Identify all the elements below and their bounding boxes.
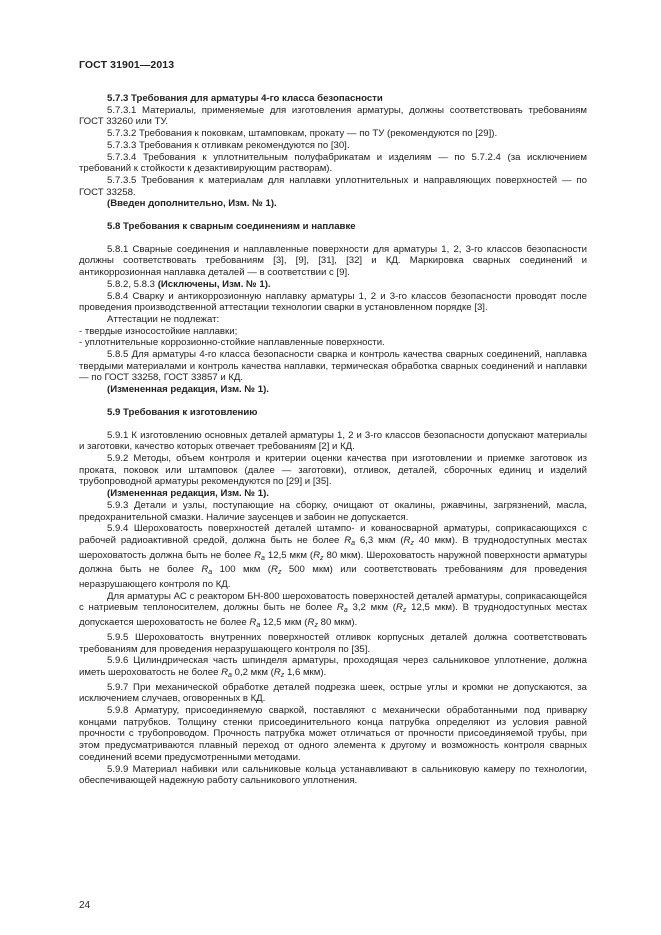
amendment-note: (Измененная редакция, Изм. № 1). bbox=[107, 488, 269, 500]
paragraph-5-8-5: 5.8.5 Для арматуры 4-го класса безопасности сварка и контроль качества сварных соединений, наплавка твердыми материалами и контроль качества наплавки, термическая обработка сварных соединений и наплавки — по ГОСТ 33258, ГОСТ 33857 и КД. bbox=[79, 349, 587, 384]
paragraph-5-9-1: 5.9.1 К изготовлению основных деталей арматуры 1, 2 и 3-го классов безопасности допускают материалы и заготовки, качество которых отвечает требованиям [2] и КД. bbox=[79, 429, 587, 453]
paragraph-5-9-5: 5.9.5 Шероховатость внутренних поверхностей отливок корпусных деталей должна соответствовать требованиям для проведения неразрушающего контроля по [35]. bbox=[79, 631, 587, 655]
section-heading-5-9: 5.9 Требования к изготовлению bbox=[107, 406, 258, 418]
paragraph-number: 5.8.2, 5.8.3 bbox=[107, 278, 156, 290]
amendment-note: (Введен дополнительно, Изм. № 1). bbox=[107, 198, 277, 210]
paragraph-bn-800: Для арматуры АС с реактором БН-800 шероховатость поверхностей деталей арматуры, соприкасающейся с натриевым теплоносителем, должны быть не более $R_a$ 3,2 мкм ($R_z$ 12,5 мкм). В труднодоступных местах допускается шероховатость не более $R_a$ 12,5 мкм ($R_z$ 80 мкм). bbox=[79, 590, 587, 630]
section-heading-5-8: 5.8 Требования к сварным соединениям и наплавке bbox=[107, 221, 356, 233]
paragraph-5-8-4: 5.8.4 Сварку и антикоррозионную наплавку арматуры 1, 2 и 3-го классов безопасности проводят после проведения производственной аттестации технологии сварки в установленном порядке [3]. bbox=[79, 290, 587, 314]
list-item: - твердые износостойкие наплавки; bbox=[79, 325, 238, 337]
amendment-note: (Исключены, Изм. № 1). bbox=[157, 278, 271, 290]
paragraph-5-9-8: 5.9.8 Арматуру, присоединяемую сваркой, поставляют с механически обработанными под приварку концами патрубков. Толщину стенки присоединительного конца патрубка определяют из условия равной прочности с трубопроводом. Прочность патрубка может отличаться от прочности присоединяемой трубы, при этом предусматриваются плавный переход от одного элемента к другому и возможность контроля сварных соединений всеми предусмотренными методами. bbox=[79, 705, 587, 763]
paragraph-5-8-1: 5.8.1 Сварные соединения и наплавленные поверхности для арматуры 1, 2, 3-го классов безопасности должны соответствовать требованиям [3], [9], [31], [32] и КД. Маркировка сварных соединений и антикоррозионная наплавка деталей — в соответствии с [9]. bbox=[79, 243, 587, 279]
document-header: ГОСТ 31901—2013 bbox=[79, 59, 175, 71]
paragraph-5-7-3-3: 5.7.3.3 Требования к отливкам рекомендуются по [30]. bbox=[107, 139, 350, 151]
paragraph-5-9-2: 5.9.2 Методы, объем контроля и критерии оценки качества при изготовлении и приемке заготовок из проката, поковок или штамповок (далее — заготовки), отливок, деталей, сборочных единиц и изделий трубопроводной арматуры рекомендуются по [29] и [35]. bbox=[79, 452, 587, 488]
paragraph-5-9-7: 5.9.7 При механической обработке деталей подрезка шеек, острые углы и кромки не допускаются, за исключением случаев, оговоренных в КД. bbox=[79, 681, 587, 705]
list-item: - уплотнительные коррозионно-стойкие наплавленные поверхности. bbox=[79, 337, 385, 349]
paragraph-5-9-4: 5.9.4 Шероховатость поверхностей деталей штампо- и кованосварной арматуры, соприкасающихся с рабочей радиоактивной средой, должна быть не более $R_a$ 6,3 мкм ($R_z$ 40 мкм). В труднодоступных местах шероховатость должна быть не более $R_a$ 12,5 мкм ($R_z$ 80 мкм). Шероховатость наружной поверхности арматуры должна быть не более $R_a$ 100 мкм ($R_z$ 500 мкм) или соответствовать требованиям для проведения неразрушающего контроля по КД. bbox=[79, 523, 588, 591]
paragraph-5-7-3-1: 5.7.3.1 Материалы, применяемые для изготовления арматуры, должны соответствовать требованиям ГОСТ 33260 или ТУ. bbox=[79, 104, 587, 128]
paragraph-attestation: Аттестации не подлежат: bbox=[107, 313, 220, 325]
paragraph-5-8-2 bbox=[79, 279, 587, 291]
section-heading-5-7-3: 5.7.3 Требования для арматуры 4-го класса безопасности bbox=[107, 93, 383, 104]
amendment-note: (Измененная редакция, Изм. № 1). bbox=[107, 384, 269, 396]
paragraph-5-7-3-4: 5.7.3.4 Требования к уплотнительным полуфабрикатам и изделиям — по 5.7.2.4 (за исключением требований к стойкости к дезактивирующим растворам). bbox=[79, 151, 587, 175]
paragraph-5-9-9: 5.9.9 Материал набивки или сальниковые кольца устанавливают в сальниковую камеру по технологии, обеспечивающей надежную работу сальникового уплотнения. bbox=[79, 763, 587, 787]
page-number: 24 bbox=[79, 900, 91, 911]
paragraph-5-9-3: 5.9.3 Детали и узлы, поступающие на сборку, очищают от окалины, ржавчины, загрязнений, масла, предохранительной смазки. Наличие заусенцев и забоин не допускается. bbox=[79, 499, 587, 523]
paragraph-5-7-3-2: 5.7.3.2 Требования к поковкам, штамповкам, прокату — по ТУ (рекомендуются по [29]). bbox=[107, 128, 498, 140]
paragraph-5-9-6: 5.9.6 Цилиндрическая часть шпинделя арматуры, проходящая через сальниковое уплотнение, должна иметь шероховатость не более $R_a$ 0,2 мкм ($R_z$ 1,6 мкм). bbox=[79, 655, 587, 679]
paragraph-5-7-3-5: 5.7.3.5 Требования к материалам для наплавки уплотнительных и направляющих поверхностей — по ГОСТ 33258. bbox=[79, 174, 587, 198]
document-body bbox=[79, 93, 587, 787]
